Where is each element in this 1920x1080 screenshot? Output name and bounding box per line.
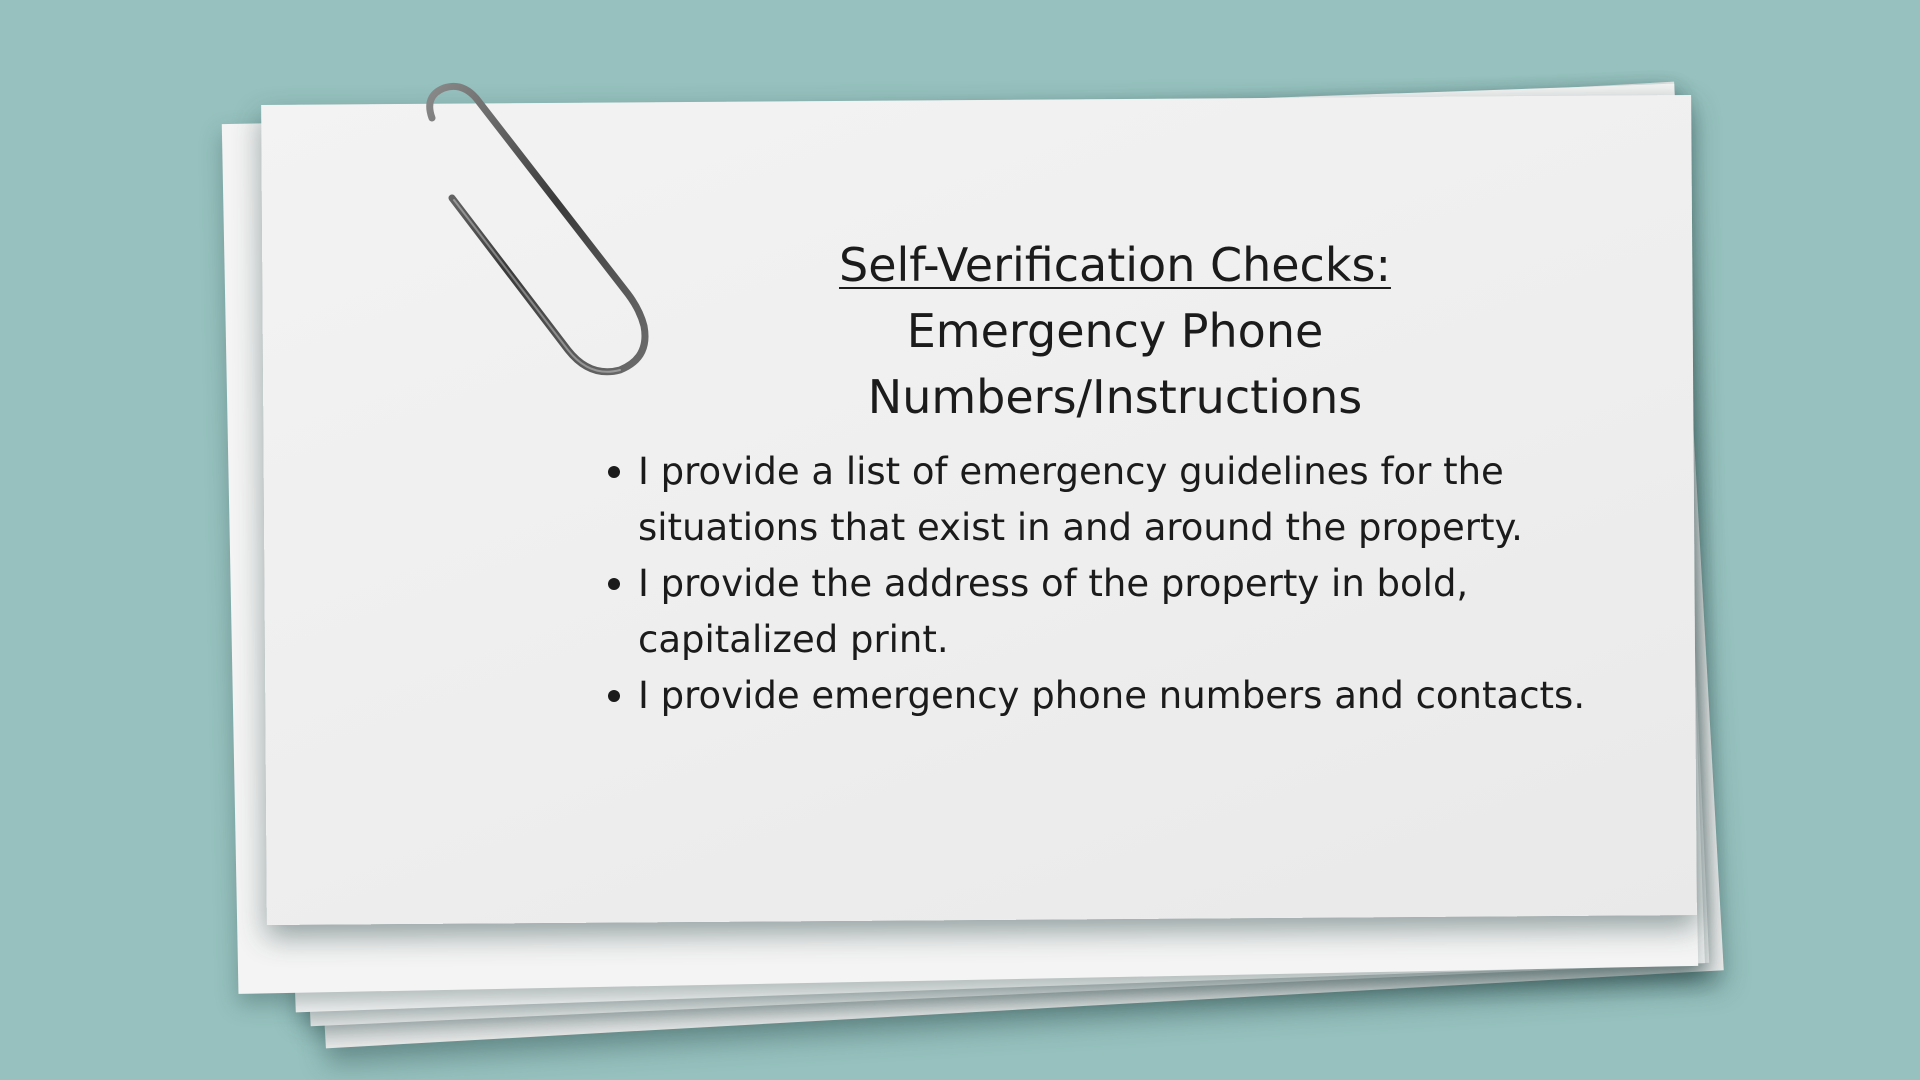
list-item-text: I provide a list of emergency guidelines for the situations that exist in and around the property. [638, 450, 1523, 549]
list-item [638, 556, 1598, 668]
list-item-text: I provide the address of the property in bold, capitalized print. [638, 562, 1469, 661]
bullet-dot [608, 578, 620, 590]
list-item-text: I provide emergency phone numbers and contacts. [638, 674, 1586, 717]
bullet-dot [608, 466, 620, 478]
checklist [600, 444, 1598, 724]
title-heading: Self-Verification Checks: [839, 238, 1391, 292]
card-title [680, 232, 1550, 430]
title-subheading: Emergency Phone Numbers/Instructions [867, 304, 1363, 424]
list-item [638, 444, 1598, 556]
bullet-dot [608, 690, 620, 702]
list-item [638, 668, 1598, 724]
